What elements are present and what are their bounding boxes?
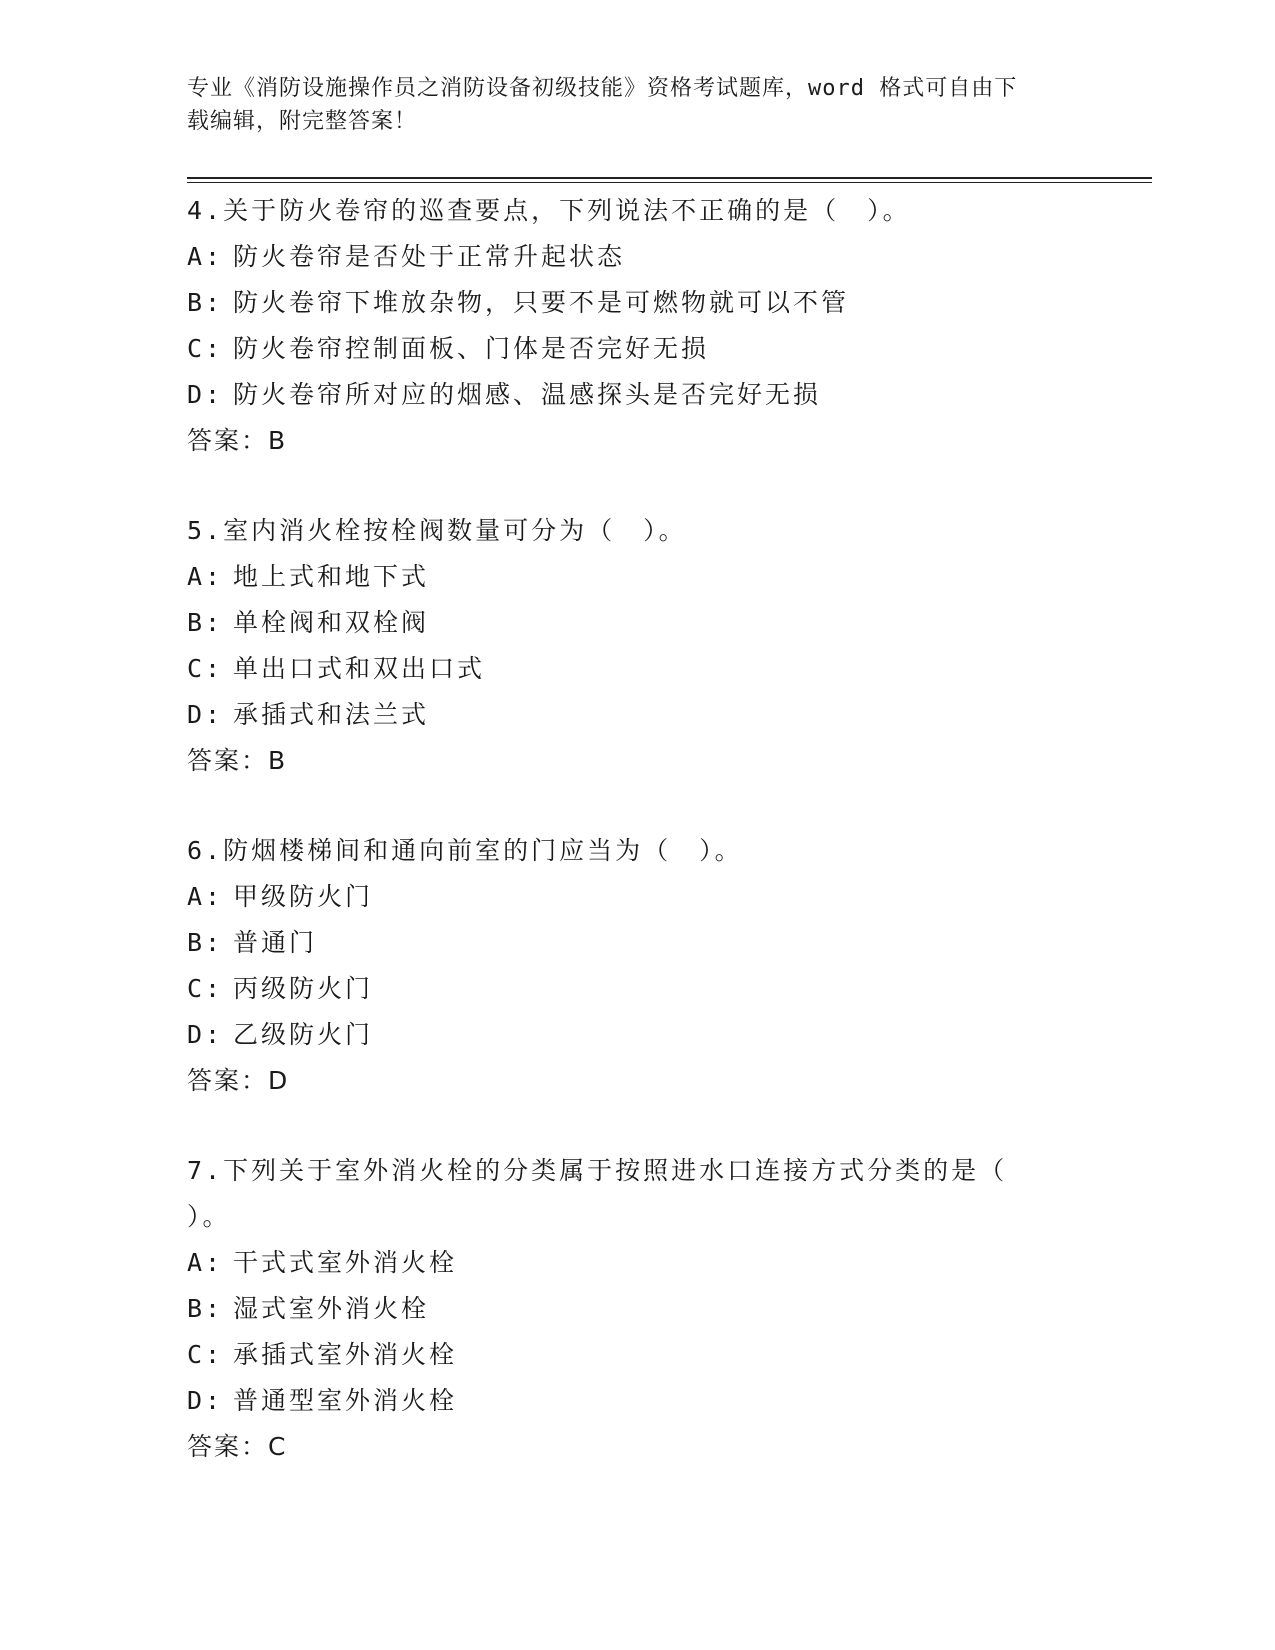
header-divider	[187, 177, 1152, 183]
option-b	[187, 600, 1067, 646]
question-stem-continuation: ）。	[187, 1202, 231, 1231]
option-text: 湿式室外消火栓	[233, 1294, 430, 1323]
option-letter: B:	[187, 928, 224, 957]
option-text: 干式式室外消火栓	[233, 1248, 458, 1277]
option-letter: C:	[187, 1340, 224, 1369]
option-letter: A:	[187, 882, 224, 911]
question-4	[187, 188, 1067, 464]
option-letter: C:	[187, 974, 224, 1003]
option-text: 普通型室外消火栓	[233, 1386, 458, 1415]
option-text: 乙级防火门	[233, 1020, 374, 1049]
option-text: 防火卷帘所对应的烟感、温感探头是否完好无损	[233, 380, 822, 409]
option-letter: A:	[187, 1248, 224, 1277]
option-c	[187, 966, 1067, 1012]
question-5	[187, 508, 1067, 784]
option-letter: A:	[187, 562, 224, 591]
option-text: 防火卷帘下堆放杂物，只要不是可燃物就可以不管	[233, 288, 850, 317]
option-letter: D:	[187, 1386, 224, 1415]
option-c	[187, 646, 1067, 692]
option-letter: D:	[187, 700, 224, 729]
option-letter: A:	[187, 242, 224, 271]
option-a	[187, 1240, 1067, 1286]
option-text: 丙级防火门	[233, 974, 374, 1003]
option-d	[187, 372, 1067, 418]
question-stem: 7.下列关于室外消火栓的分类属于按照进水口连接方式分类的是（	[187, 1156, 1008, 1185]
answer: 答案：D	[187, 1066, 290, 1095]
option-text: 承插式室外消火栓	[233, 1340, 458, 1369]
option-d	[187, 1378, 1067, 1424]
option-letter: B:	[187, 288, 224, 317]
header-line-2: 载编辑，附完整答案！	[187, 109, 418, 134]
option-d	[187, 692, 1067, 738]
option-a	[187, 874, 1067, 920]
option-text: 单出口式和双出口式	[233, 654, 486, 683]
option-b	[187, 1286, 1067, 1332]
option-b	[187, 280, 1067, 326]
option-letter: C:	[187, 334, 224, 363]
option-letter: D:	[187, 380, 224, 409]
option-a	[187, 234, 1067, 280]
option-a	[187, 554, 1067, 600]
option-text: 防火卷帘是否处于正常升起状态	[233, 242, 626, 271]
option-text: 承插式和法兰式	[233, 700, 430, 729]
option-d	[187, 1012, 1067, 1058]
question-stem: 4.关于防火卷帘的巡查要点，下列说法不正确的是（ ）。	[187, 196, 911, 225]
document-header	[187, 72, 1067, 138]
answer: 答案：C	[187, 1432, 288, 1461]
header-line-1: 专业《消防设施操作员之消防设备初级技能》资格考试题库，word 格式可自由下	[187, 76, 1018, 101]
answer: 答案：B	[187, 746, 288, 775]
option-text: 单栓阀和双栓阀	[233, 608, 430, 637]
question-stem: 6.防烟楼梯间和通向前室的门应当为（ ）。	[187, 836, 743, 865]
option-c	[187, 326, 1067, 372]
option-c	[187, 1332, 1067, 1378]
question-6	[187, 828, 1067, 1104]
option-letter: D:	[187, 1020, 224, 1049]
option-text: 甲级防火门	[233, 882, 374, 911]
option-text: 普通门	[233, 928, 318, 957]
option-text: 地上式和地下式	[233, 562, 430, 591]
option-b	[187, 920, 1067, 966]
option-letter: B:	[187, 608, 224, 637]
option-text: 防火卷帘控制面板、门体是否完好无损	[233, 334, 710, 363]
option-letter: B:	[187, 1294, 224, 1323]
option-letter: C:	[187, 654, 224, 683]
question-7	[187, 1148, 1067, 1470]
question-stem: 5.室内消火栓按栓阀数量可分为（ ）。	[187, 516, 687, 545]
answer: 答案：B	[187, 426, 288, 455]
